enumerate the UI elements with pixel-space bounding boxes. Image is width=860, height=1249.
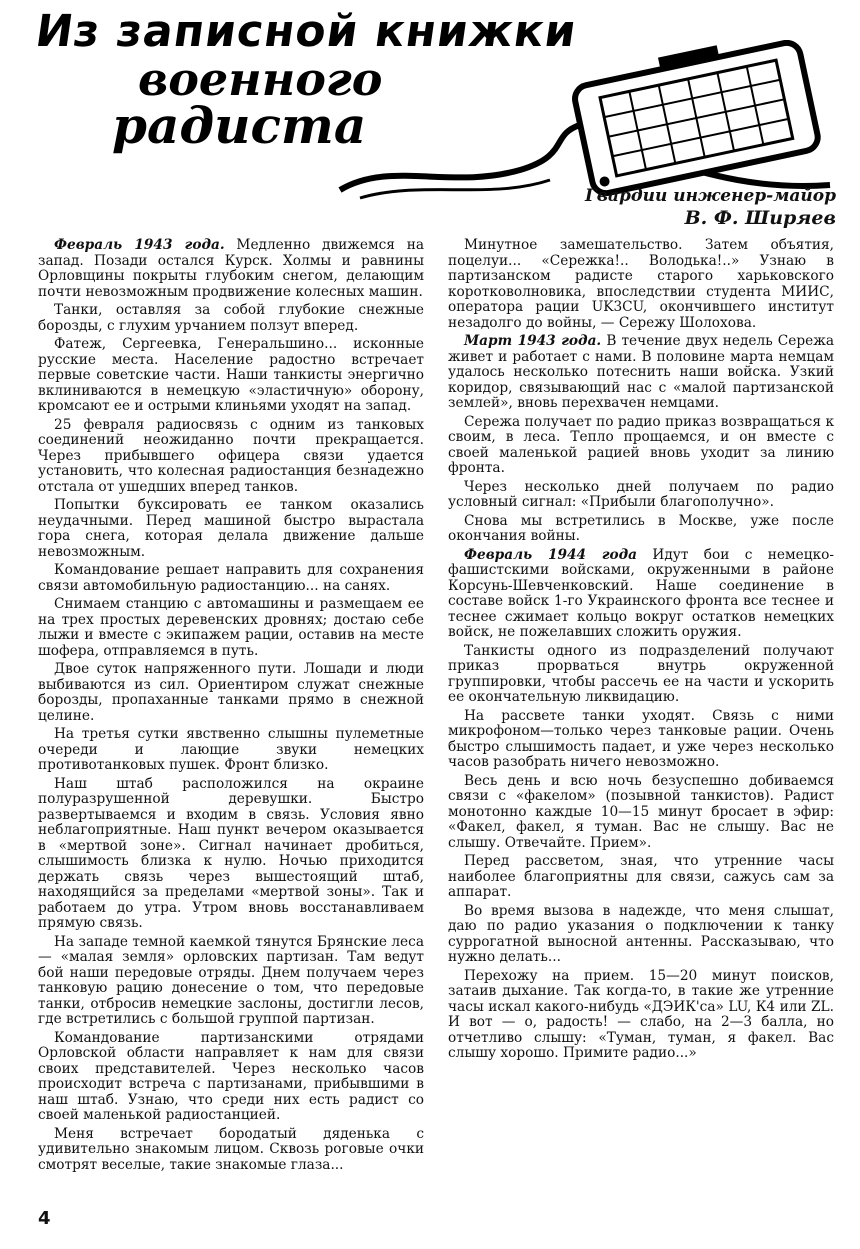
paragraph-text: Меня встречает бородатый дяденька с удивительно знакомым лицом. Сквозь роговые очки смотрят веселые, такие знакомые глаза... (38, 1125, 424, 1173)
paragraph (38, 238, 424, 300)
paragraph (38, 597, 424, 659)
paragraph-text: Командование партизанскими отрядами Орловской области направляет к нам для связи своих представителей. Через несколько часов происходит встреча с партизанами, прибывшими в наш штаб. Узнаю, что среди них есть радист со своей маленькой радиостанцией. (38, 1029, 424, 1123)
paragraph (38, 303, 424, 334)
paragraph (448, 415, 834, 477)
paragraph (448, 514, 834, 545)
paragraph (38, 1127, 424, 1174)
paragraph (448, 644, 834, 706)
paragraph-text: 25 февраля радиосвязь с одним из танковых соединений неожиданно почти прекращается. Через прибывшего офицера связи удается установить, что колесная радиостанция безнадежно отстала от ушедших вперед танков. (38, 416, 424, 495)
paragraph-text: На третья сутки явственно слышны пулеметные очереди и лающие звуки немецких противотанковых пушек. Фронт близко. (38, 726, 424, 773)
paragraph-text: Танкисты одного из подразделений получают приказ прорваться внутрь окруженной группировки, чтобы рассечь ее на части и ускорить ее окончательную ликвидацию. (448, 642, 834, 705)
paragraph (448, 548, 834, 641)
paragraph-text: Весь день и всю ночь безуспешно добиваемся связи с «факелом» (позывной танкистов). Радист монотонно каждые 10—15 минут бросает в эфир: «Факел, факел, я туман. Вас не слышу. Вас не слышу. Отвечайте. Прием». (448, 772, 834, 851)
author-rank: Гвардии инженер-майор (585, 186, 836, 206)
paragraph (38, 662, 424, 724)
paragraph (448, 854, 834, 901)
title-script-line-1: военного (138, 52, 383, 106)
title-main: Из записной книжки (32, 6, 581, 57)
paragraph (448, 238, 834, 331)
paragraph (38, 777, 424, 932)
paragraph-text: Идут бои с немецко-фашистскими войсками, окруженными в районе Корсунь-Шевченковский. Наше соединение в составе войск 1-го Украинского фронта все теснее и теснее сжимает кольцо вокруг остатков немецких войск, не пожелавших сложить оружия. (448, 546, 835, 640)
paragraph-text: Перед рассветом, зная, что утренние часы наиболее благоприятны для связи, сажусь сам за аппарат. (448, 853, 834, 900)
title-script-line-2: радиста (112, 96, 367, 155)
paragraph-text: Командование решает направить для сохранения связи автомобильную радиостанцию... на санях. (38, 562, 424, 594)
paragraph-text: На западе темной каемкой тянутся Брянские леса — «малая земля» орловских партизан. Там ведут бой наши передовые отряды. Днем получаем через танковую рацию донесение о том, что передовые танки, отбросив немецкие заслоны, достигли лесов, где встретились с большой группой партизан. (38, 933, 424, 1027)
paragraph (448, 480, 834, 511)
paragraph-text: На рассвете танки уходят. Связь с ними микрофоном—только через танковые рации. Очень быстро слышимость падает, и уже через несколько часов разобрать ничего невозможно. (448, 707, 834, 770)
paragraph-text: Перехожу на прием. 15—20 минут поисков, затаив дыхание. Так когда-то, в такие же утренние часы искал какого-нибудь «ДЭИК'са» LU, К4 или ZL. И вот — о, радость! — слабо, на 2—3 балла, но отчетливо слышу: «Туман, туман, я факел. Вас слышу хорошо. Примите радио...» (448, 967, 834, 1061)
paragraph-text: Попытки буксировать ее танком оказались неудачными. Перед машиной быстро вырастала гора снега, которая делала движение дальше невозможным. (38, 497, 424, 560)
paragraph-text: Во время вызова в надежде, что меня слышат, даю по радио указания о подключении к танку суррогатной выносной антенны. Рассказываю, что нужно делать... (448, 902, 834, 965)
paragraph-text: Сережа получает по радио приказ возвращаться к своим, в леса. Тепло прощаемся, и он вместе с своей маленькой рацией вновь уходит за линию фронта. (448, 413, 834, 476)
paragraph (38, 498, 424, 560)
paragraph-text: Снимаем станцию с автомашины и размещаем ее на трех простых деревенских дровнях; достаю себе лыжи и вместе с экипажем рации, оставив на месте шофера, отправляемся в путь. (38, 596, 424, 659)
article-body (38, 238, 834, 1193)
paragraph (448, 709, 834, 771)
paragraph-text: Наш штаб расположился на окраине полуразрушенной деревушки. Быстро развертываемся и входим в связь. Условия явно неблагоприятные. Наш пункт вечером оказывается в «мертвой зоне». Сигнал начинает дробиться, слышимость близка к нулю. Ночью приходится держать связь через вышестоящий штаб, находящийся за пределами «мертвой зоны». Так и работаем до утра. Утром вновь восстанавливаем прямую связь. (38, 775, 424, 931)
author-name: В. Ф. Ширяев (684, 207, 836, 229)
byline (585, 185, 836, 229)
paragraph (38, 418, 424, 496)
paragraph-text: Медленно движемся на запад. Позади остался Курск. Холмы и равнины Орловщины покрыты глубоким снегом, делающим почти невозможным продвижение колесных машин. (38, 237, 424, 300)
paragraph (38, 1031, 424, 1124)
radio-device-illustration (330, 40, 850, 200)
paragraph (38, 727, 424, 774)
page-number: 4 (38, 1208, 51, 1229)
paragraph (448, 334, 834, 412)
paragraph (448, 774, 834, 852)
paragraph-text: Танки, оставляя за собой глубокие снежные борозды, с глухим урчанием ползут вперед. (38, 302, 424, 334)
radio-device-icon (570, 40, 820, 196)
paragraph-text: Фатеж, Сергеевка, Генеральшино... исконные русские места. Население радостно встречает первые советские части. Наши танкисты энергично вклиниваются в немецкую «эластичную» оборону, кромсают ее и острыми клиньями уходят на запад. (38, 336, 424, 414)
paragraph (448, 969, 834, 1062)
header (0, 0, 860, 240)
paragraph-text: Двое суток напряженного пути. Лошади и люди выбиваются из сил. Ориентиром служат снежные борозды, пропаханные танками прямо в снежной целине. (38, 661, 424, 724)
paragraph-date: Февраль 1943 года. (54, 237, 225, 253)
paragraph-date: Март 1943 года. (464, 333, 602, 349)
paragraph-text: Снова мы встретились в Москве, уже после окончания войны. (448, 512, 834, 544)
paragraph (38, 935, 424, 1028)
paragraph-text: В течение двух недель Сережа живет и работает с нами. В половине марта немцам удалось несколько потеснить наши войска. Узкий коридор, связывающий нас с «малой партизанской землей», вновь перехвачен немцами. (448, 333, 834, 411)
paragraph (448, 904, 834, 966)
cable-line (360, 180, 550, 198)
paragraph-text: Минутное замешательство. Затем объятия, поцелуи... «Сережка!.. Володька!..» Узнаю в партизанском радисте старого харьковского коротковолновика, впоследствии студента МИИС, оператора рации UK3CU, окончившего институт незадолго до войны, — Сережу Шолохова. (448, 237, 834, 331)
paragraph-date: Февраль 1944 года (464, 546, 638, 563)
paragraph (38, 337, 424, 415)
paragraph (38, 563, 424, 594)
paragraph-text: Через несколько дней получаем по радио условный сигнал: «Прибыли благополучно». (448, 478, 834, 510)
